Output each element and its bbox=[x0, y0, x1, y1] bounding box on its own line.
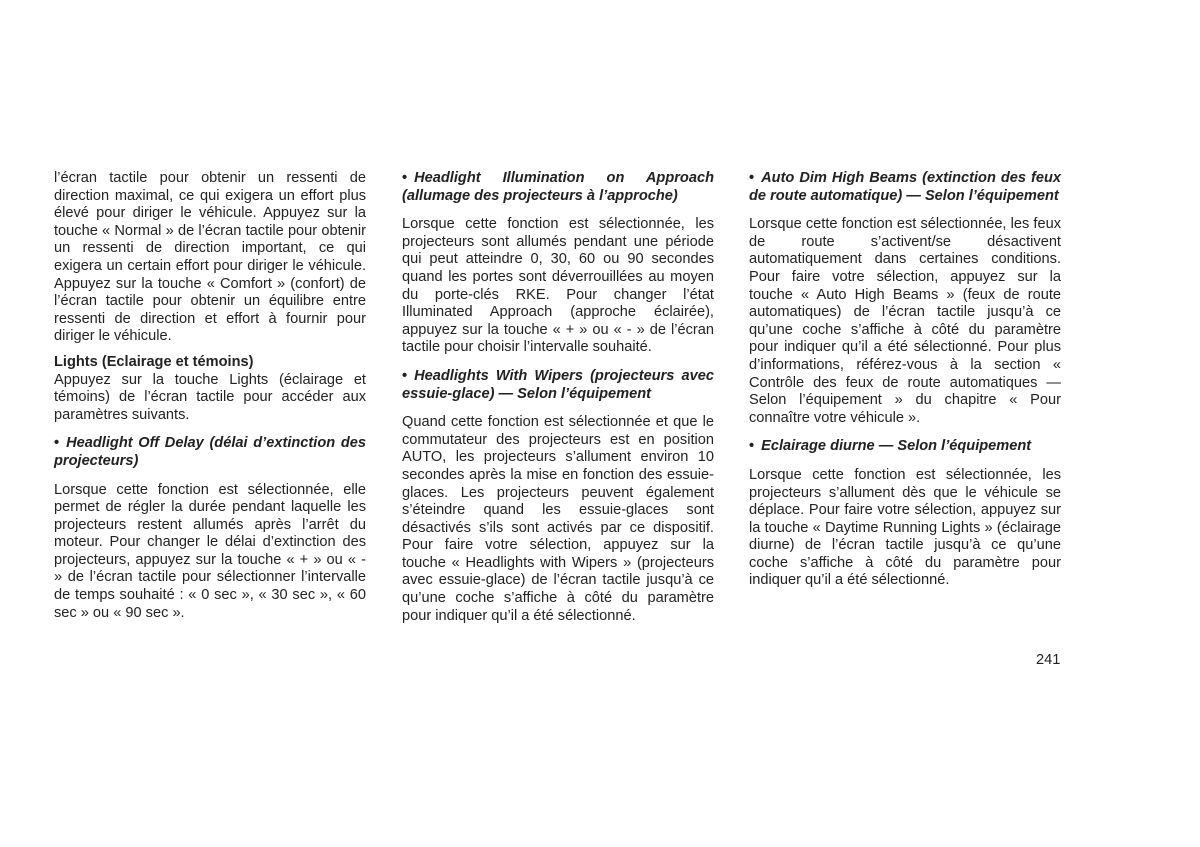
page-number: 241 bbox=[1036, 652, 1061, 668]
illumination-approach-heading bbox=[402, 170, 714, 205]
lights-section-text: Appuyez sur la touche Lights (éclairage et témoins) de l’écran tactile pour accéder aux paramètres suivants. bbox=[54, 371, 366, 423]
bullet-icon: • bbox=[402, 170, 408, 186]
bullet-icon: • bbox=[402, 367, 408, 384]
auto-dim-high-beams-title: Auto Dim High Beams (extinction des feux de route automatique) — Selon l’équipement bbox=[749, 170, 1061, 204]
auto-dim-high-beams-heading bbox=[749, 170, 1061, 205]
illumination-approach-title: Headlight Illumination on Approach (allumage des projecteurs à l’approche) bbox=[402, 170, 714, 204]
headlights-wipers-text: Quand cette fonction est sélectionnée et que le commutateur des projecteurs est en position AUTO, les projecteurs s’allument environ 10 secondes après la mise en fonction des essuie-glaces. Les projecteurs peuvent également s’éteindre quand les essuie-glaces sont désactivés s’ils sont activés par ce dispositif. Pour faire votre sélection, appuyez sur la touche « Headlights with Wipers » (projecteurs avec essuie-glace) de l’écran tactile jusqu’à ce qu’une coche s’affiche à côté du paramètre pour indiquer qu’il a été sélectionné. bbox=[402, 414, 714, 624]
headlight-off-delay-title: Headlight Off Delay (délai d’extinction des projecteurs) bbox=[54, 435, 366, 469]
auto-dim-high-beams-text: Lorsque cette fonction est sélectionnée, les feux de route s’activent/se désactivent automatiquement dans certaines conditions. Pour faire votre sélection, appuyez sur la touche « Auto High Beams » (feux de route automatiques) de l’écran tactile jusqu’à ce qu’une coche s’affiche à côté du paramètre pour indiquer qu’il a été sélectionné. Pour plus d’informations, référez-vous à la section « Contrôle des feux de route automatiques — Selon l’équipement » du chapitre « Pour connaître votre véhicule ». bbox=[749, 216, 1061, 426]
daytime-lights-heading bbox=[749, 438, 1061, 456]
headlight-off-delay-heading bbox=[54, 435, 366, 470]
headlight-off-delay-text: Lorsque cette fonction est sélectionnée, elle permet de régler la durée pendant laquelle les projecteurs restent allumés après l’arrêt du moteur. Pour changer le délai d’extinction des projecteurs, appuyez sur la touche « + » ou « - » de l’écran tactile pour sélectionner l’intervalle de temps souhaité : « 0 sec », « 30 sec », « 60 sec » ou « 90 sec ». bbox=[54, 481, 366, 621]
bullet-icon: • bbox=[749, 170, 755, 186]
illumination-approach-text: Lorsque cette fonction est sélectionnée, les projecteurs sont allumés pendant une période qui peut atteindre 0, 30, 60 ou 90 secondes quand les portes sont déverrouillées au moyen du porte-clés RKE. Pour changer l’état Illuminated Approach (approche éclairée), appuyez sur la touche « + » ou « - » de l’écran tactile pour choisir l’intervalle souhaité. bbox=[402, 216, 714, 356]
column-left bbox=[54, 170, 366, 622]
daytime-lights-text: Lorsque cette fonction est sélectionnée, les projecteurs s’allument dès que le véhicule se déplace. Pour faire votre sélection, appuyez sur la touche « Daytime Running Lights » (éclairage diurne) de l’écran tactile jusqu’à ce qu’une coche s’affiche à côté du paramètre pour indiquer qu’il a été sélectionné. bbox=[749, 466, 1061, 589]
headlights-wipers-title: Headlights With Wipers (projecteurs avec essuie-glace) — Selon l’équipement bbox=[402, 367, 714, 402]
bullet-icon: • bbox=[54, 435, 60, 452]
steering-intro-text: l’écran tactile pour obtenir un ressenti de direction maximal, ce qui exigera un effort plus élevé pour diriger le véhicule. Appuyez sur la touche « Normal » de l’écran tactile pour obtenir un ressenti de direction important, ce qui exigera un certain effort pour diriger le véhicule. Appuyez sur la touche « Comfort » (confort) de l’écran tactile pour obtenir un équilibre entre ressenti de direction et effort à fournir pour diriger le véhicule. bbox=[54, 170, 366, 345]
column-middle bbox=[402, 170, 714, 625]
bullet-icon: • bbox=[749, 438, 755, 455]
column-right bbox=[749, 170, 1061, 590]
lights-section-heading: Lights (Eclairage et témoins) bbox=[54, 353, 254, 370]
headlights-wipers-heading bbox=[402, 368, 714, 403]
daytime-lights-title: Eclairage diurne — Selon l’équipement bbox=[761, 438, 1032, 455]
